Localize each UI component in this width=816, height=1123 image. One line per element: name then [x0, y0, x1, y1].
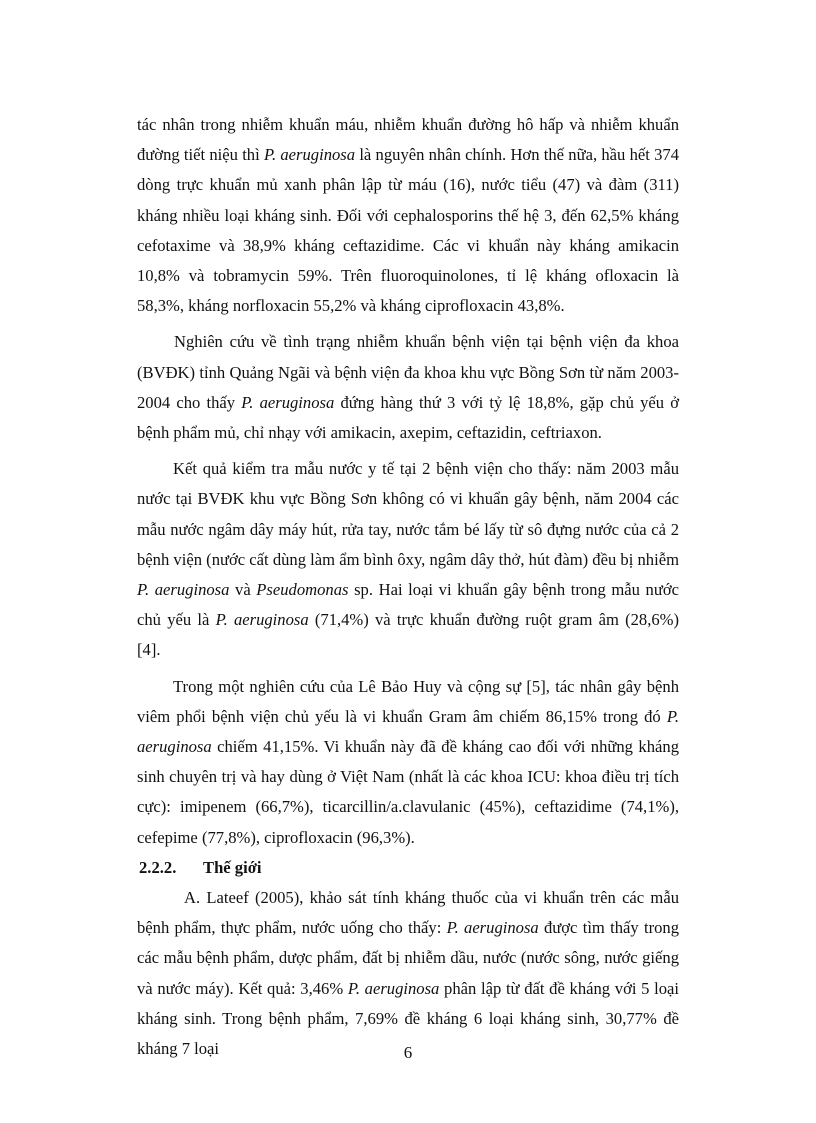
- paragraph-3: Kết quả kiểm tra mẫu nước y tế tại 2 bệnh viện cho thấy: năm 2003 mẫu nước tại BVĐK khu vực Bồng Sơn không có vi khuẩn gây bệnh, năm 2004 các mẫu nước ngâm dây máy hút, rửa tay, nước tắm bé lấy từ sô đựng nước của cả 2 bệnh viện (nước cất dùng làm ẩm bình ôxy, ngâm dây thở, hút đàm) đều bị nhiễm P. aeruginosa và Pseudomonas sp. Hai loại vi khuẩn gây bệnh trong mẫu nước chủ yếu là P. aeruginosa (71,4%) và trực khuẩn đường ruột gram âm (28,6%) [4].: [137, 459, 679, 660]
- species-name: P. aeruginosa: [241, 392, 335, 412]
- page-number: 6: [403, 1043, 413, 1062]
- species-name: P. aeruginosa: [347, 978, 440, 998]
- species-name: P. aeruginosa: [446, 918, 539, 938]
- species-name: P. aeruginosa: [215, 610, 309, 630]
- section-heading: [137, 853, 679, 883]
- paragraph-5: A. Lateef (2005), khảo sát tính kháng thuốc của vi khuẩn trên các mẫu bệnh phẩm, thực phẩm, nước uống cho thấy: P. aeruginosa được tìm thấy trong các mẫu bệnh phẩm, dược phẩm, đất bị nhiễm dầu, nước (nước sông, nước giếng và nước máy). Kết quả: 3,46% P. aeruginosa phân lập từ đất đề kháng với 5 loại kháng sinh. Trong bệnh phẩm, 7,69% đề kháng 6 loại kháng sinh, 30,77% đề kháng 7 loại: [137, 888, 680, 1059]
- section-number: 2.2.2.: [139, 857, 177, 877]
- genus-name: Pseudomonas: [256, 580, 349, 600]
- body-text: [137, 110, 679, 1064]
- paragraph-2: Nghiên cứu về tình trạng nhiễm khuẩn bệnh viện tại bệnh viện đa khoa (BVĐK) tỉnh Quảng Ngãi và bệnh viện đa khoa khu vực Bồng Sơn từ năm 2003-2004 cho thấy P. aeruginosa đứng hàng thứ 3 với tỷ lệ 18,8%, gặp chủ yếu ở bệnh phẩm mủ, chỉ nhạy với amikacin, axepim, ceftazidin, ceftriaxon.: [137, 332, 679, 443]
- species-name: P. aeruginosa: [263, 145, 356, 165]
- paragraph-4: Trong một nghiên cứu của Lê Bảo Huy và cộng sự [5], tác nhân gây bệnh viêm phổi bệnh viện chủ yếu là vi khuẩn Gram âm chiếm 86,15% trong đó P. aeruginosa chiếm 41,15%. Vi khuẩn này đã đề kháng cao đối với những kháng sinh chuyên trị và hay dùng ở Việt Nam (nhất là các khoa ICU: khoa điều trị tích cực): imipenem (66,7%), ticarcillin/a.clavulanic (45%), ceftazidime (74,1%), cefepime (77,8%), ciprofloxacin (96,3%).: [137, 676, 679, 847]
- species-name: P. aeruginosa: [137, 706, 679, 757]
- species-name: P. aeruginosa: [137, 580, 230, 600]
- section-title: Thế giới: [203, 857, 262, 877]
- paragraph-1: tác nhân trong nhiễm khuẩn máu, nhiễm khuẩn đường hô hấp và nhiễm khuẩn đường tiết niệu thì P. aeruginosa là nguyên nhân chính. Hơn thế nữa, hầu hết 374 dòng trực khuẩn mủ xanh phân lập từ máu (16), nước tiểu (47) và đàm (311) kháng nhiều loại kháng sinh. Đối với cephalosporins thế hệ 3, đến 62,5% kháng cefotaxime và 38,9% kháng ceftazidime. Các vi khuẩn này kháng amikacin 10,8% và tobramycin 59%. Trên fluoroquinolones, tỉ lệ kháng ofloxacin là 58,3%, kháng norfloxacin 55,2% và kháng ciprofloxacin 43,8%.: [137, 115, 679, 316]
